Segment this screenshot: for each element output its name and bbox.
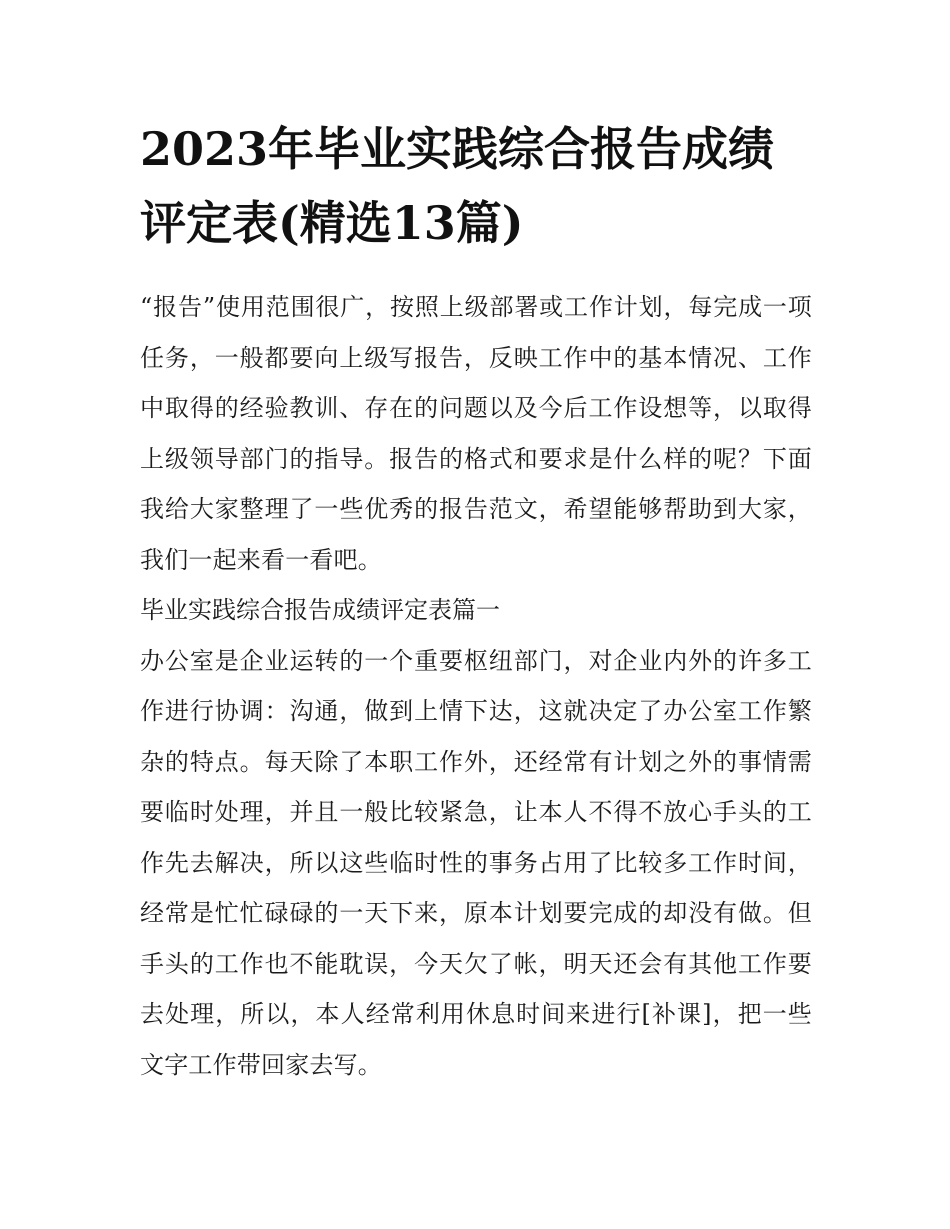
- document-page: [140, 112, 812, 1090]
- document-title: 2023年毕业实践综合报告成绩评定表(精选13篇): [140, 122, 775, 250]
- section-heading: 毕业实践综合报告成绩评定表篇一: [140, 596, 500, 624]
- section-body-paragraph: 办公室是企业运转的一个重要枢纽部门，对企业内外的许多工作进行协调：沟通，做到上情下达，这就决定了办公室工作繁杂的特点。每天除了本职工作外，还经常有计划之外的事情需要临时处理，并且一般比较紧急，让本人不得不放心手头的工作先去解决，所以这些临时性的事务占用了比较多工作时间，经常是忙忙碌碌的一天下来，原本计划要完成的却没有做。但手头的工作也不能耽误，今天欠了帐，明天还会有其他工作要去处理，所以，本人经常利用休息时间来进行[补课]，把一些文字工作带回家去写。: [140, 646, 812, 1079]
- intro-paragraph: “报告”使用范围很广，按照上级部署或工作计划，每完成一项任务，一般都要向上级写报告，反映工作中的基本情况、工作中取得的经验教训、存在的问题以及今后工作设想等，以取得上级领导部门的指导。报告的格式和要求是什么样的呢？下面我给大家整理了一些优秀的报告范文，希望能够帮助到大家，我们一起来看一看吧。: [140, 293, 812, 574]
